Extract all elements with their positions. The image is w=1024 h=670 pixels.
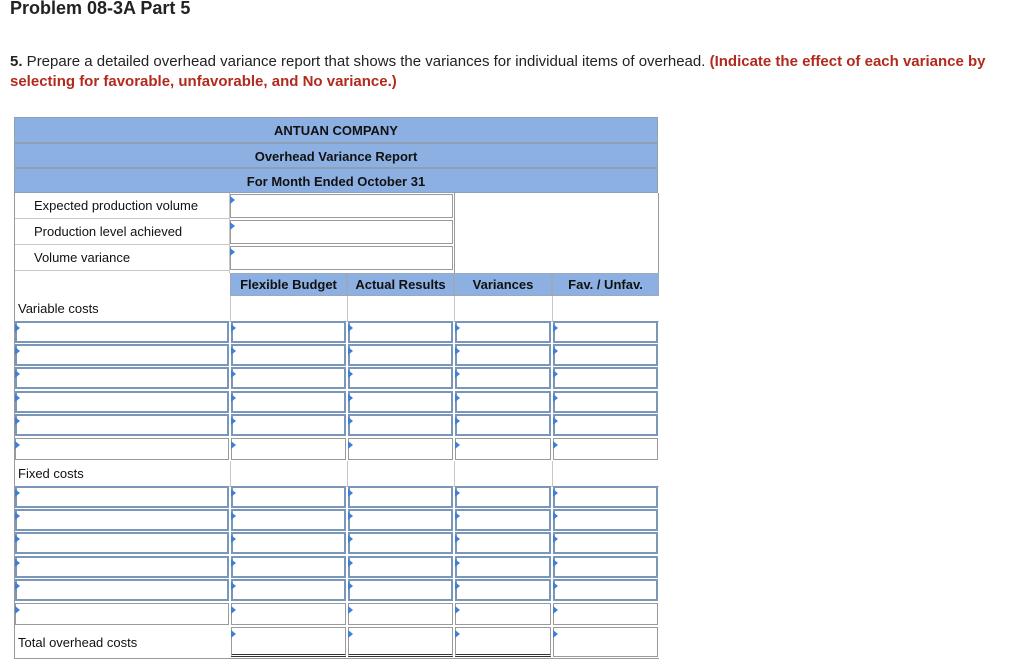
variable-cost-row-2-variances-input[interactable] (455, 344, 551, 366)
total-overhead-costs-label: Total overhead costs (18, 635, 138, 650)
fixed-cost-total-row-item-input[interactable] (15, 603, 229, 625)
variable-cost-total-row-variances-input[interactable] (455, 438, 551, 460)
variable-cost-row-2-flexible-budget-input[interactable] (231, 344, 346, 366)
fixed-cost-row-4-item-input[interactable] (15, 556, 229, 578)
fixed-cost-row-4-actual-results-input[interactable] (348, 556, 453, 578)
fixed-cost-row-3-variances-input[interactable] (455, 532, 551, 554)
variable-cost-row-5-item-input[interactable] (15, 414, 229, 436)
dropdown-marker-icon (455, 535, 460, 543)
variable-cost-total-row-flexible-budget-input[interactable] (231, 438, 346, 460)
fixed-cost-row-3-fav-unfav-input[interactable] (553, 532, 658, 554)
table-border-right (658, 193, 659, 273)
variable-cost-row-3-actual-results-input[interactable] (348, 367, 453, 389)
dropdown-marker-icon (230, 196, 235, 204)
dropdown-marker-icon (455, 441, 460, 449)
section-cell-border (230, 296, 231, 321)
fixed-cost-row-4-fav-unfav-input[interactable] (553, 556, 658, 578)
fixed-cost-row-2-variances-input[interactable] (455, 509, 551, 531)
page-title: Problem 08-3A Part 5 (10, 0, 191, 18)
dropdown-marker-icon (455, 582, 460, 590)
dropdown-marker-icon (553, 417, 558, 425)
variable-cost-row-3-fav-unfav-input[interactable] (553, 367, 658, 389)
dropdown-marker-icon (15, 535, 20, 543)
fixed-cost-row-1-fav-unfav-input[interactable] (553, 486, 658, 508)
variable-cost-row-5-fav-unfav-input[interactable] (553, 414, 658, 436)
dropdown-marker-icon (15, 347, 20, 355)
fixed-cost-row-2-item-input[interactable] (15, 509, 229, 531)
dropdown-marker-icon (231, 535, 236, 543)
total-variances-input[interactable] (455, 627, 551, 657)
report-name-header: Overhead Variance Report (14, 143, 658, 168)
dropdown-marker-icon (348, 489, 353, 497)
dropdown-marker-icon (15, 441, 20, 449)
dropdown-marker-icon (231, 606, 236, 614)
fixed-cost-row-3-flexible-budget-input[interactable] (231, 532, 346, 554)
variable-cost-row-1-flexible-budget-input[interactable] (231, 321, 346, 343)
dropdown-marker-icon (348, 347, 353, 355)
dropdown-marker-icon (455, 394, 460, 402)
dropdown-marker-icon (455, 370, 460, 378)
dropdown-marker-icon (15, 417, 20, 425)
table-bottom-border (14, 658, 659, 659)
dropdown-marker-icon (15, 606, 20, 614)
dropdown-marker-icon (15, 512, 20, 520)
dropdown-marker-icon (231, 394, 236, 402)
dropdown-marker-icon (231, 347, 236, 355)
dropdown-marker-icon (348, 394, 353, 402)
variable-cost-row-1-variances-input[interactable] (455, 321, 551, 343)
variable-cost-row-5-actual-results-input[interactable] (348, 414, 453, 436)
fixed-costs-label: Fixed costs (18, 466, 84, 481)
dropdown-marker-icon (455, 559, 460, 567)
dropdown-marker-icon (455, 324, 460, 332)
instruction-text: Prepare a detailed overhead variance report that shows the variances for individual items of overhead. (22, 53, 710, 70)
dropdown-marker-icon (15, 370, 20, 378)
variable-cost-row-1-fav-unfav-input[interactable] (553, 321, 658, 343)
fixed-cost-total-row-flexible-budget-input[interactable] (231, 603, 346, 625)
company-name-header: ANTUAN COMPANY (14, 117, 658, 143)
variable-cost-row-3-item-input[interactable] (15, 367, 229, 389)
report-period-header: For Month Ended October 31 (14, 168, 658, 193)
variable-cost-row-5-variances-input[interactable] (455, 414, 551, 436)
flexible-budget-header: Flexible Budget (230, 273, 347, 296)
section-cell-border (347, 461, 348, 486)
variable-cost-row-4-fav-unfav-input[interactable] (553, 391, 658, 413)
variable-cost-total-row-item-input[interactable] (15, 438, 229, 460)
fixed-cost-row-2-actual-results-input[interactable] (348, 509, 453, 531)
dropdown-marker-icon (348, 324, 353, 332)
dropdown-marker-icon (348, 559, 353, 567)
fixed-cost-row-1-flexible-budget-input[interactable] (231, 486, 346, 508)
fixed-cost-row-5-fav-unfav-input[interactable] (553, 579, 658, 601)
fixed-cost-row-1-item-input[interactable] (15, 486, 229, 508)
dropdown-marker-icon (348, 582, 353, 590)
variable-cost-row-3-flexible-budget-input[interactable] (231, 367, 346, 389)
dropdown-marker-icon (348, 512, 353, 520)
fixed-cost-row-3-item-input[interactable] (15, 532, 229, 554)
dropdown-marker-icon (455, 630, 460, 638)
expected-production-volume-label: Expected production volume (15, 193, 229, 219)
dropdown-marker-icon (230, 248, 235, 256)
dropdown-marker-icon (231, 324, 236, 332)
dropdown-marker-icon (231, 559, 236, 567)
fixed-cost-total-row-actual-results-input[interactable] (348, 603, 453, 625)
section-cell-border (347, 296, 348, 321)
variable-costs-label: Variable costs (18, 301, 99, 316)
dropdown-marker-icon (455, 512, 460, 520)
instruction-number: 5. (10, 53, 23, 70)
fixed-cost-row-4-variances-input[interactable] (455, 556, 551, 578)
variable-cost-row-2-fav-unfav-input[interactable] (553, 344, 658, 366)
dropdown-marker-icon (553, 324, 558, 332)
section-cell-border (454, 296, 455, 321)
variable-cost-row-3-variances-input[interactable] (455, 367, 551, 389)
volume-section-divider (229, 193, 230, 273)
dropdown-marker-icon (348, 606, 353, 614)
dropdown-marker-icon (15, 489, 20, 497)
variable-cost-row-5-flexible-budget-input[interactable] (231, 414, 346, 436)
dropdown-marker-icon (455, 489, 460, 497)
dropdown-marker-icon (553, 535, 558, 543)
production-level-achieved-input[interactable] (230, 220, 453, 244)
fixed-cost-row-5-actual-results-input[interactable] (348, 579, 453, 601)
dropdown-marker-icon (231, 582, 236, 590)
variable-cost-row-2-actual-results-input[interactable] (348, 344, 453, 366)
dropdown-marker-icon (553, 559, 558, 567)
dropdown-marker-icon (348, 535, 353, 543)
dropdown-marker-icon (348, 417, 353, 425)
actual-results-header: Actual Results (347, 273, 454, 296)
dropdown-marker-icon (553, 630, 558, 638)
dropdown-marker-icon (553, 582, 558, 590)
fav-unfav-header: Fav. / Unfav. (552, 273, 659, 296)
dropdown-marker-icon (15, 394, 20, 402)
variable-cost-row-1-actual-results-input[interactable] (348, 321, 453, 343)
dropdown-marker-icon (231, 489, 236, 497)
fixed-cost-row-1-variances-input[interactable] (455, 486, 551, 508)
variable-cost-total-row-actual-results-input[interactable] (348, 438, 453, 460)
fixed-cost-row-5-item-input[interactable] (15, 579, 229, 601)
variable-cost-row-4-actual-results-input[interactable] (348, 391, 453, 413)
fixed-cost-row-2-flexible-budget-input[interactable] (231, 509, 346, 531)
variable-cost-row-1-item-input[interactable] (15, 321, 229, 343)
dropdown-marker-icon (15, 324, 20, 332)
section-cell-border (230, 461, 231, 486)
fixed-cost-row-3-actual-results-input[interactable] (348, 532, 453, 554)
variable-cost-row-4-item-input[interactable] (15, 391, 229, 413)
total-fav-unfav-input[interactable] (553, 627, 658, 657)
fixed-cost-row-5-variances-input[interactable] (455, 579, 551, 601)
dropdown-marker-icon (553, 441, 558, 449)
dropdown-marker-icon (231, 370, 236, 378)
fixed-cost-row-5-flexible-budget-input[interactable] (231, 579, 346, 601)
fixed-cost-row-2-fav-unfav-input[interactable] (553, 509, 658, 531)
variances-header: Variances (454, 273, 552, 296)
fixed-cost-row-4-flexible-budget-input[interactable] (231, 556, 346, 578)
dropdown-marker-icon (348, 441, 353, 449)
fixed-cost-row-1-actual-results-input[interactable] (348, 486, 453, 508)
dropdown-marker-icon (231, 441, 236, 449)
volume-variance-input[interactable] (230, 246, 453, 270)
dropdown-marker-icon (455, 606, 460, 614)
section-cell-border (552, 461, 553, 486)
dropdown-marker-icon (348, 630, 353, 638)
variable-cost-row-4-flexible-budget-input[interactable] (231, 391, 346, 413)
production-level-achieved-label: Production level achieved (15, 219, 229, 245)
dropdown-marker-icon (553, 370, 558, 378)
fixed-cost-total-row-fav-unfav-input[interactable] (553, 603, 658, 625)
dropdown-marker-icon (230, 222, 235, 230)
dropdown-marker-icon (553, 347, 558, 355)
dropdown-marker-icon (15, 582, 20, 590)
dropdown-marker-icon (15, 559, 20, 567)
dropdown-marker-icon (231, 417, 236, 425)
dropdown-marker-icon (348, 370, 353, 378)
dropdown-marker-icon (455, 417, 460, 425)
section-cell-border (552, 296, 553, 321)
dropdown-marker-icon (231, 630, 236, 638)
dropdown-marker-icon (553, 606, 558, 614)
variable-cost-row-2-item-input[interactable] (15, 344, 229, 366)
dropdown-marker-icon (231, 512, 236, 520)
variable-cost-total-row-fav-unfav-input[interactable] (553, 438, 658, 460)
instruction-emphasis: (Indicate the effect of each variance by selecting for favorable, unfavorable, and No variance.) (10, 53, 986, 90)
dropdown-marker-icon (553, 394, 558, 402)
fixed-cost-total-row-variances-input[interactable] (455, 603, 551, 625)
volume-section-right-divider (454, 193, 455, 273)
dropdown-marker-icon (553, 512, 558, 520)
dropdown-marker-icon (553, 489, 558, 497)
volume-variance-label: Volume variance (15, 245, 229, 271)
section-cell-border (454, 461, 455, 486)
expected-production-volume-input[interactable] (230, 194, 453, 218)
dropdown-marker-icon (455, 347, 460, 355)
variable-cost-row-4-variances-input[interactable] (455, 391, 551, 413)
instructions (10, 52, 1015, 92)
total-flexible-budget-input[interactable] (231, 627, 346, 657)
total-actual-results-input[interactable] (348, 627, 453, 657)
